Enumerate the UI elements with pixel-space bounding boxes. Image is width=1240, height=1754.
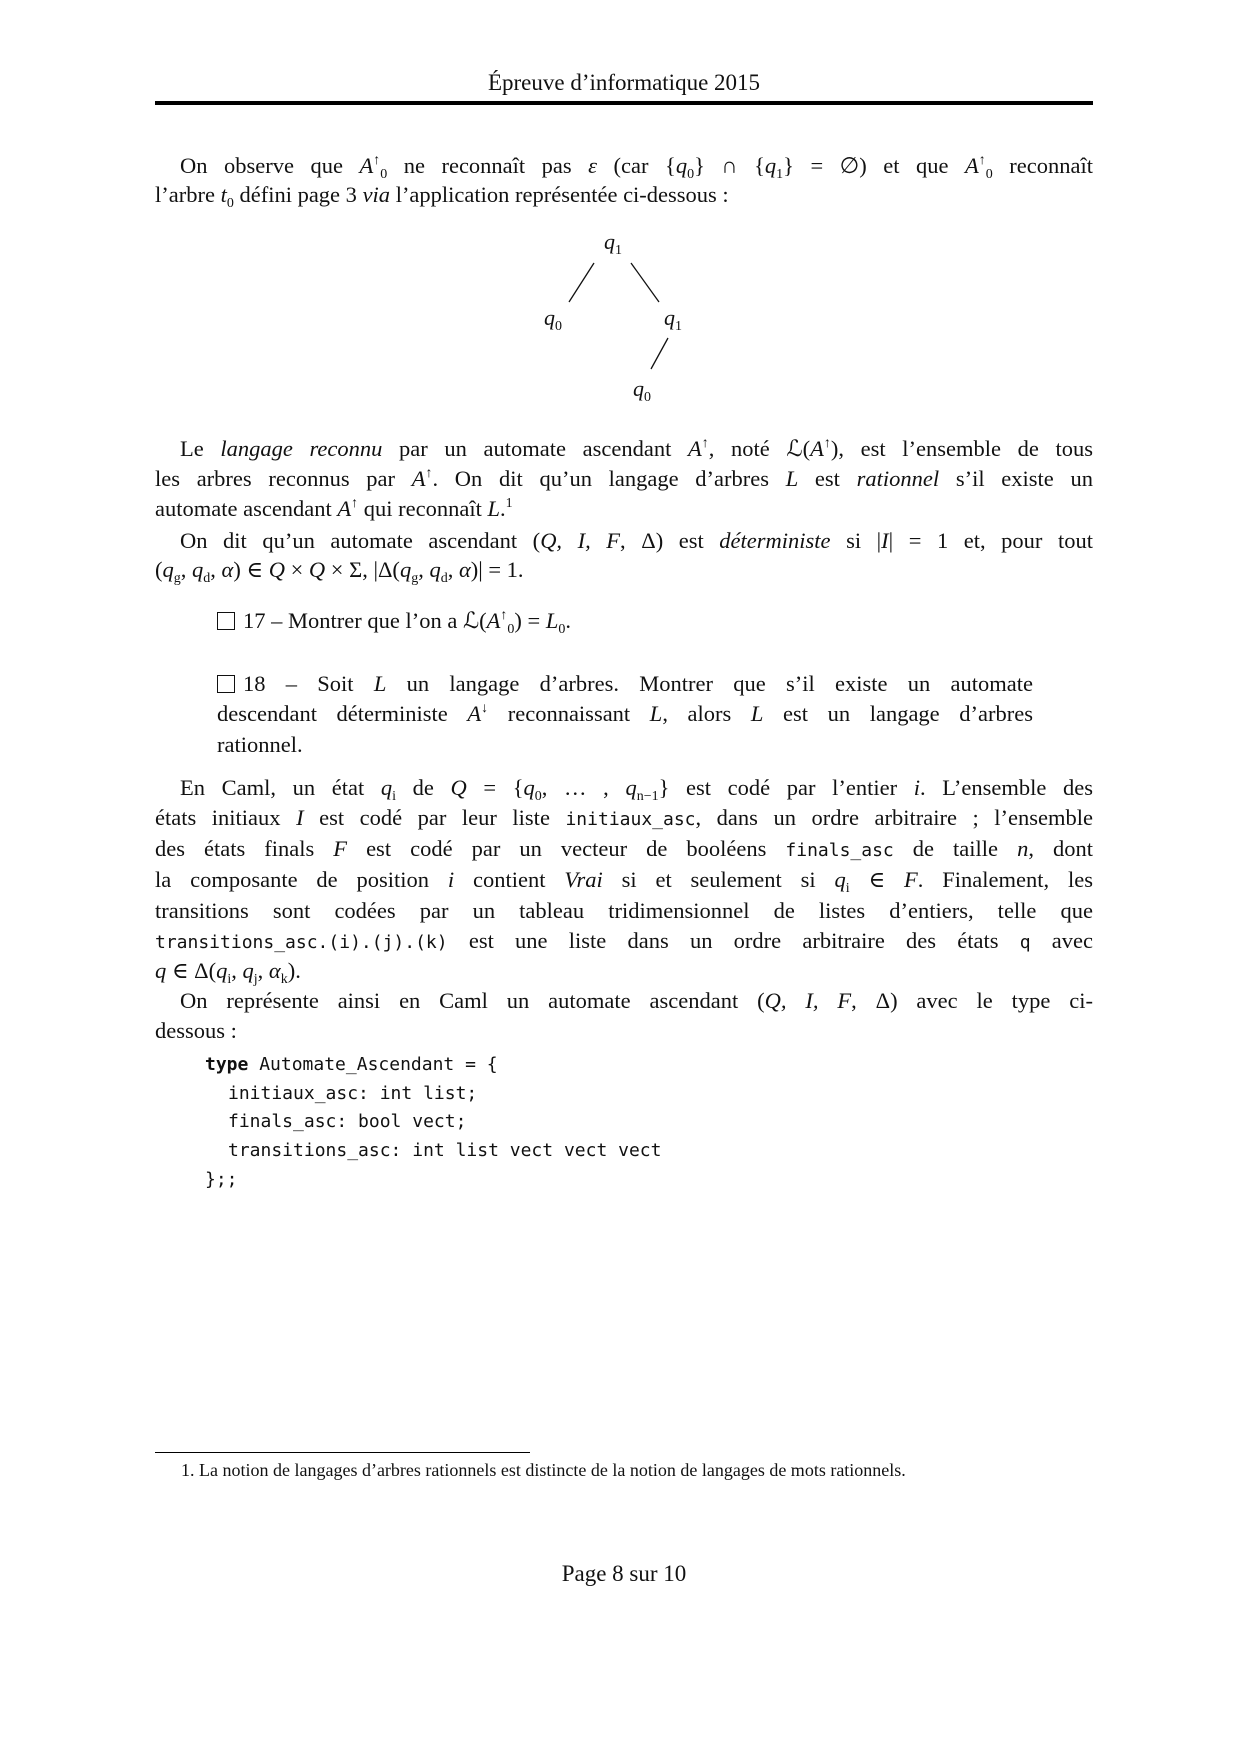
text-segment: , … ,: [541, 775, 626, 800]
math-text: i: [447, 867, 455, 892]
math-text: ↑: [978, 153, 986, 168]
text-segment: transitions sont codées par un tableau tridimensionnel de listes d’entiers, telle que: [155, 898, 1093, 923]
text-segment: , Δ) avec le type ci-: [851, 988, 1093, 1013]
text-segment: , dont: [1028, 836, 1093, 861]
math-text: ε: [588, 153, 598, 178]
math-text: i: [392, 789, 397, 804]
text-segment: des états finals: [155, 836, 334, 861]
checkbox-icon: [217, 612, 235, 630]
math-text: A: [359, 153, 374, 178]
math-text: L: [649, 701, 663, 726]
text-line: [217, 730, 1033, 760]
math-text: q: [192, 557, 204, 582]
tree-node-left: $q_0$: [544, 305, 562, 334]
math-text: i: [845, 881, 850, 896]
text-segment: qui reconnaît: [358, 496, 488, 521]
math-text: A: [688, 436, 702, 461]
text-segment: (: [155, 557, 163, 582]
text-segment: si et seulement si: [602, 867, 835, 892]
code-text: q: [1019, 932, 1031, 953]
text-segment: les arbres reconnus par: [155, 466, 412, 491]
math-text: q: [429, 557, 441, 582]
text-segment: ∈: [849, 867, 905, 892]
code-line: [205, 1166, 238, 1194]
text-segment: est: [798, 466, 857, 491]
text-line: [155, 956, 1093, 986]
text-line: [217, 699, 1033, 729]
math-text: 1: [505, 496, 513, 511]
text-segment: 17 – Montrer que l’on a ℒ(: [243, 608, 487, 633]
math-text: L: [487, 496, 501, 521]
text-segment: .: [500, 496, 506, 521]
text-segment: est codé par leur liste: [303, 805, 566, 830]
text-segment: avec: [1030, 928, 1093, 953]
text-segment: défini page 3: [233, 182, 363, 207]
text-segment: ,: [418, 557, 430, 582]
math-text: Q, I, F: [764, 988, 852, 1013]
text-line: [155, 464, 1093, 494]
math-text: 0: [507, 622, 515, 637]
tree-edge: [651, 338, 668, 369]
text-line: [155, 926, 1093, 956]
math-text: n−1: [636, 789, 659, 804]
math-text: n: [1017, 836, 1029, 861]
math-text: L: [750, 701, 764, 726]
math-text: langage reconnu: [220, 436, 383, 461]
text-segment: ,: [231, 958, 243, 983]
tree-edge: [569, 263, 594, 302]
code-line: [228, 1080, 477, 1108]
math-text: α: [458, 557, 471, 582]
math-text: k: [280, 972, 288, 987]
math-text: déterministe: [719, 528, 831, 553]
text-segment: Le: [180, 436, 221, 461]
text-segment: ,: [447, 557, 459, 582]
text-line: [155, 834, 1093, 864]
math-text: 0: [534, 789, 542, 804]
code-text: finals_asc: bool vect;: [228, 1111, 467, 1132]
text-segment: de: [396, 775, 451, 800]
text-segment: . Finalement, les: [917, 867, 1093, 892]
code-text: type: [205, 1054, 249, 1075]
text-segment: l’arbre: [155, 182, 221, 207]
text-segment: états initiaux: [155, 805, 297, 830]
math-text: α: [268, 958, 281, 983]
math-text: q: [834, 867, 846, 892]
text-segment: un langage d’arbres. Montrer que s’il existe un automate: [386, 671, 1033, 696]
math-text: A: [411, 466, 426, 491]
math-text: i: [227, 972, 232, 987]
math-text: L: [785, 466, 799, 491]
text-segment: reconnaissant: [488, 701, 650, 726]
math-text: q: [380, 775, 393, 800]
math-text: 0: [687, 167, 695, 182]
math-text: ↑: [823, 436, 831, 451]
text-segment: . On dit qu’un langage d’arbres: [432, 466, 786, 491]
math-text: q: [675, 153, 688, 178]
math-text: F: [904, 867, 918, 892]
math-text: L: [373, 671, 387, 696]
text-segment: , Δ) est: [620, 528, 720, 553]
text-line: [155, 1016, 1093, 1046]
math-text: 0: [380, 167, 388, 182]
math-text: q: [242, 958, 254, 983]
text-segment: ) =: [514, 608, 546, 633]
text-segment: × Σ, |Δ(: [325, 557, 400, 582]
text-segment: } = ∅) et que: [783, 153, 965, 178]
code-line: [228, 1108, 466, 1136]
text-segment: est codé par un vecteur de booléens: [347, 836, 786, 861]
tree-node-root: $q_1$: [604, 229, 622, 258]
math-text: Vrai: [564, 867, 603, 892]
text-segment: } ∩ {: [694, 153, 765, 178]
text-segment: de taille: [893, 836, 1018, 861]
math-text: Q: [308, 557, 326, 582]
text-segment: s’il existe un: [939, 466, 1093, 491]
tree-edge: [631, 263, 659, 302]
math-text: q: [625, 775, 637, 800]
text-segment: , noté ℒ(: [708, 436, 811, 461]
math-text: 1: [776, 167, 784, 182]
text-segment: ,: [180, 557, 192, 582]
footnote-rule: [155, 1452, 530, 1453]
math-text: L: [545, 608, 559, 633]
math-text: ↑: [425, 466, 433, 481]
math-text: Q: [450, 775, 467, 800]
math-text: 0: [985, 167, 993, 182]
footnote-text: La notion de langages d’arbres rationnels est distincte de la notion de langages de mots rationnels.: [199, 1460, 906, 1480]
text-segment: l’application représentée ci-dessous :: [390, 182, 729, 207]
math-text: ↑: [373, 153, 381, 168]
text-segment: est une liste dans un ordre arbitraire des états: [447, 928, 1020, 953]
question-18: [217, 669, 1033, 699]
text-segment: ne reconnaît pas: [387, 153, 589, 178]
text-line: [180, 986, 1093, 1016]
text-segment: automate ascendant: [155, 496, 338, 521]
math-text: ↑: [500, 608, 508, 623]
math-text: q: [216, 958, 228, 983]
code-line: [205, 1051, 498, 1079]
code-text: transitions_asc: int list vect vect vect: [228, 1140, 662, 1161]
page-number: Page 8 sur 10: [561, 1561, 687, 1586]
math-text: A: [486, 608, 501, 633]
math-text: d: [440, 571, 448, 586]
tree-node-right: $q_1$: [664, 305, 682, 334]
text-segment: .: [565, 608, 571, 633]
text-segment: On représente ainsi en Caml un automate ascendant (: [180, 988, 765, 1013]
text-segment: si |: [830, 528, 882, 553]
text-line: [155, 803, 1093, 833]
math-text: α: [221, 557, 234, 582]
text-segment: En Caml, un état: [180, 775, 381, 800]
math-text: d: [203, 571, 211, 586]
text-segment: . L’ensemble des: [919, 775, 1094, 800]
text-segment: ).: [287, 958, 301, 983]
code-text: finals_asc: [785, 840, 894, 861]
text-segment: par un automate ascendant: [382, 436, 689, 461]
text-segment: On dit qu’un automate ascendant (: [180, 528, 541, 553]
footnote-number: 1.: [181, 1460, 195, 1480]
text-segment: | = 1 et, pour tout: [888, 528, 1093, 553]
tree-node-right-child: $q_0$: [633, 376, 651, 405]
code-text: initiaux_asc: [565, 809, 696, 830]
text-segment: ∈ Δ(: [166, 958, 217, 983]
math-text: Q: [268, 557, 285, 582]
math-text: q: [399, 557, 412, 582]
math-text: I: [881, 528, 889, 553]
text-line: [180, 773, 1093, 803]
text-segment: (car {: [597, 153, 676, 178]
text-segment: contient: [454, 867, 565, 892]
math-text: j: [253, 972, 258, 987]
math-text: F: [333, 836, 348, 861]
math-text: q: [764, 153, 777, 178]
text-segment: la composante de position: [155, 867, 448, 892]
text-segment: ) ∈: [233, 557, 269, 582]
text-segment: ×: [284, 557, 309, 582]
text-line: [180, 526, 1093, 556]
math-text: A: [337, 496, 352, 521]
code-text: initiaux_asc: int list;: [228, 1083, 478, 1104]
text-segment: reconnaît: [992, 153, 1093, 178]
text-segment: ,: [210, 557, 222, 582]
math-text: i: [913, 775, 920, 800]
text-segment: dessous :: [155, 1018, 237, 1043]
text-line: [155, 865, 1093, 895]
text-segment: est un langage d’arbres: [763, 701, 1033, 726]
checkbox-icon: [217, 675, 235, 693]
math-text: rationnel: [856, 466, 940, 491]
math-text: ↑: [701, 436, 709, 451]
math-text: Q, I, F: [540, 528, 621, 553]
math-text: q: [155, 958, 167, 983]
math-text: t: [220, 182, 227, 207]
text-segment: = {: [466, 775, 524, 800]
math-text: A: [965, 153, 979, 178]
math-text: A: [467, 701, 482, 726]
text-segment: descendant déterministe: [217, 701, 468, 726]
footnote: [181, 1459, 906, 1481]
text-line: [155, 555, 1093, 585]
code-text: transitions_asc.(i).(j).(k): [155, 932, 448, 953]
math-text: ↑: [351, 496, 359, 511]
code-text: };;: [205, 1169, 238, 1190]
text-segment: rationnel.: [217, 732, 303, 757]
text-segment: ), est l’ensemble de tous: [830, 436, 1093, 461]
text-segment: 18 – Soit: [243, 671, 374, 696]
math-text: q: [523, 775, 535, 800]
running-header: Épreuve d’informatique 2015: [487, 70, 761, 95]
math-text: I: [296, 805, 304, 830]
math-text: 0: [226, 196, 234, 211]
math-text: 0: [558, 622, 566, 637]
math-text: g: [411, 571, 419, 586]
tree-edges: [0, 0, 1240, 420]
text-segment: On observe que: [180, 153, 360, 178]
code-text: Automate_Ascendant = {: [248, 1054, 498, 1075]
math-text: via: [362, 182, 391, 207]
code-line: [228, 1137, 661, 1165]
math-text: g: [173, 571, 181, 586]
text-line: [180, 434, 1093, 464]
text-segment: , dans un ordre arbitraire ; l’ensemble: [695, 805, 1093, 830]
math-text: q: [162, 557, 174, 582]
text-line: [155, 494, 1093, 524]
text-segment: )| = 1.: [470, 557, 524, 582]
text-segment: ,: [257, 958, 269, 983]
math-text: ↓: [481, 701, 489, 716]
text-segment: , alors: [662, 701, 751, 726]
question-17: [217, 606, 1033, 636]
math-text: A: [810, 436, 824, 461]
text-line: [155, 896, 1093, 926]
text-segment: } est codé par l’entier: [658, 775, 914, 800]
